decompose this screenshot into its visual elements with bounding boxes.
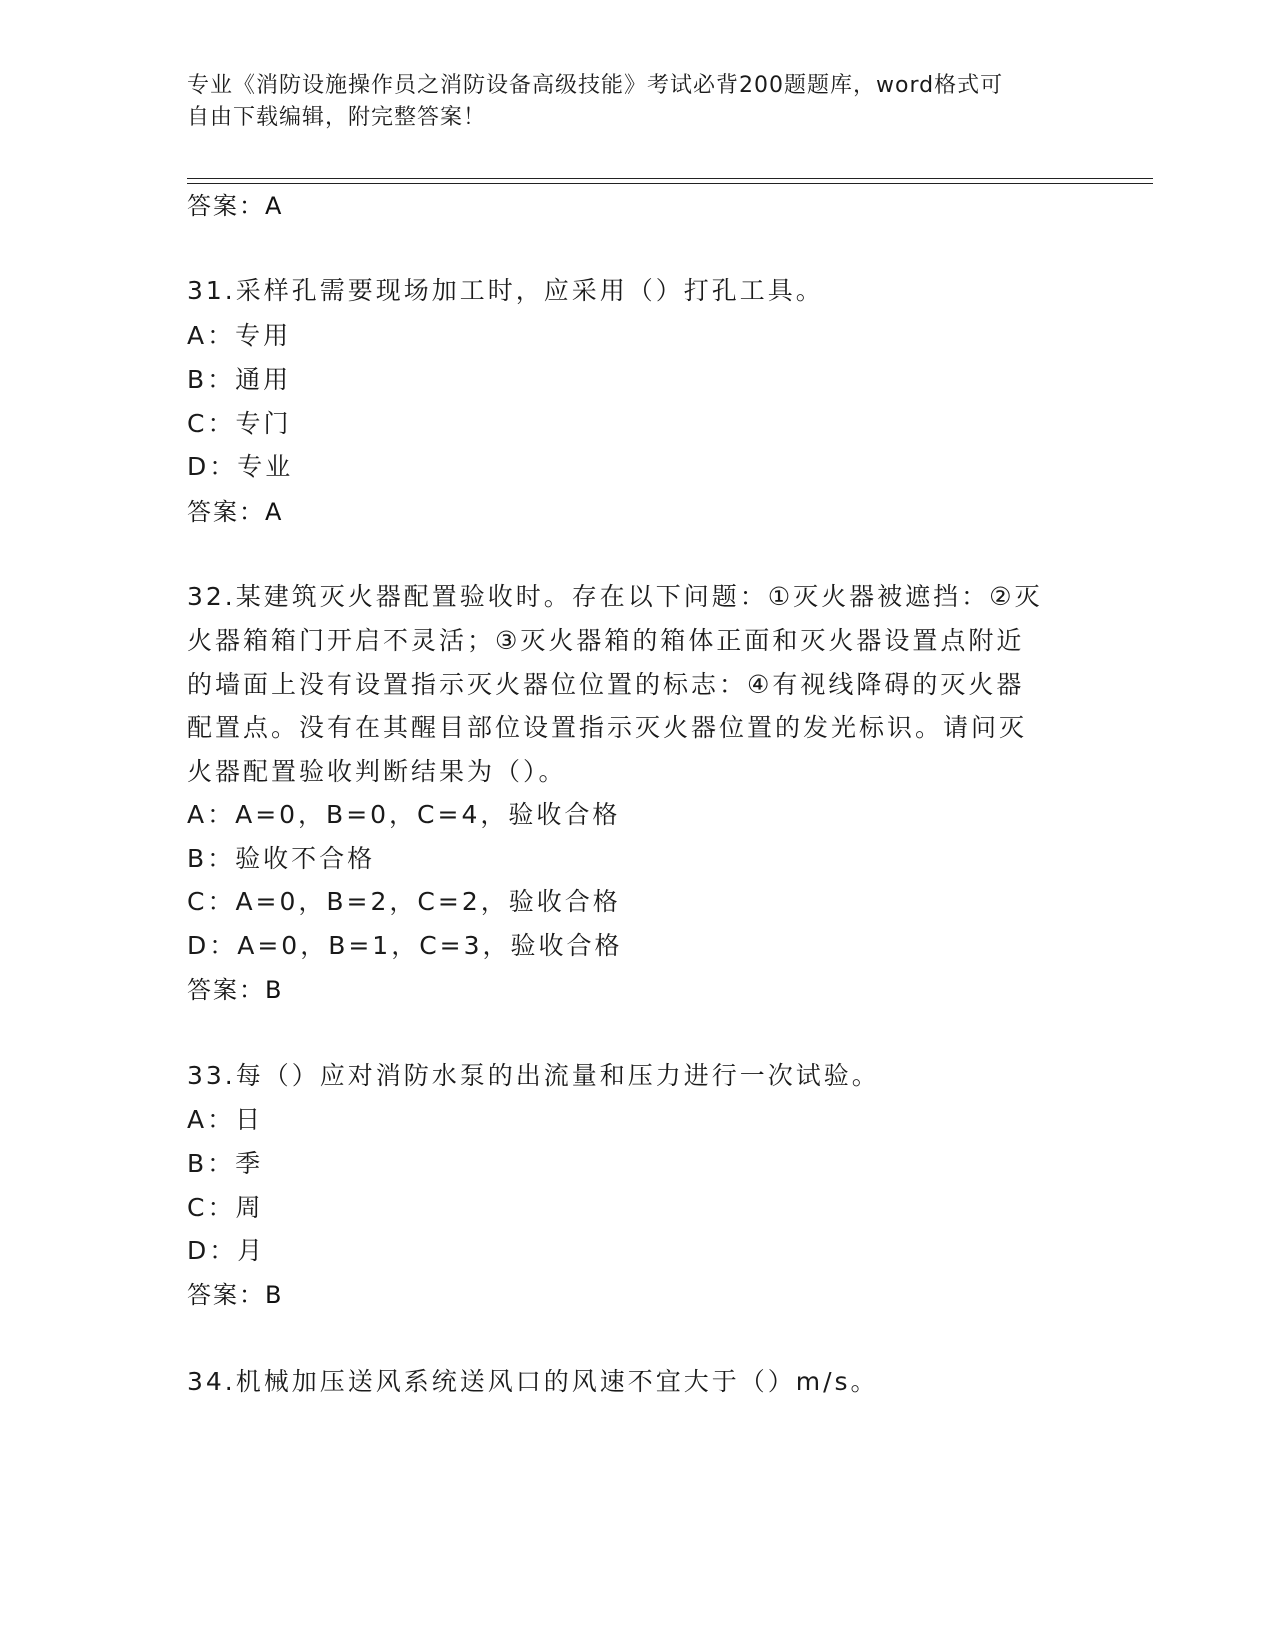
question-31-option-a: A：专用 — [187, 321, 292, 350]
question-31-stem: 31.采样孔需要现场加工时，应采用（）打孔工具。 — [187, 276, 824, 305]
question-33-option-c: C：周 — [187, 1193, 264, 1222]
question-31-option-c: C：专门 — [187, 409, 292, 438]
question-32-stem-line-5: 火器配置验收判断结果为（）。 — [187, 757, 567, 786]
question-32-option-c: C：A=0，B=2，C=2，验收合格 — [187, 887, 621, 916]
question-33-stem: 33.每（）应对消防水泵的出流量和压力进行一次试验。 — [187, 1061, 880, 1090]
question-31-option-d: D：专业 — [187, 452, 294, 481]
question-32-option-b: B：验收不合格 — [187, 844, 376, 873]
question-33-answer: 答案：B — [187, 1281, 284, 1309]
question-32-answer: 答案：B — [187, 976, 284, 1004]
answer-prev: 答案：A — [187, 192, 284, 220]
question-32-stem-line-3: 的墙面上没有设置指示灭火器位位置的标志：④有视线降碍的灭火器 — [187, 670, 1025, 699]
header-line-2: 自由下载编辑，附完整答案！ — [187, 105, 487, 130]
question-31-option-b: B：通用 — [187, 365, 292, 394]
header-line-1: 专业《消防设施操作员之消防设备高级技能》考试必背200题题库，word格式可 — [187, 73, 1004, 98]
question-33-option-a: A：日 — [187, 1105, 264, 1134]
question-31-answer: 答案：A — [187, 498, 284, 526]
question-33-option-d: D：月 — [187, 1236, 266, 1265]
header-divider-top — [187, 178, 1153, 179]
question-33-option-b: B：季 — [187, 1149, 264, 1178]
question-32-stem-line-1: 32.某建筑灭火器配置验收时。存在以下问题：①灭火器被遮挡：②灭 — [187, 582, 1043, 611]
question-32-option-a: A：A=0，B=0，C=4，验收合格 — [187, 800, 621, 829]
page-header — [187, 70, 1067, 134]
question-32-stem-line-2: 火器箱箱门开启不灵活；③灭火器箱的箱体正面和灭火器设置点附近 — [187, 626, 1025, 655]
question-32-stem-line-4: 配置点。没有在其醒目部位设置指示灭火器位置的发光标识。请问灭 — [187, 713, 1028, 742]
question-32-option-d: D：A=0，B=1，C=3，验收合格 — [187, 931, 623, 960]
header-divider-bottom — [187, 183, 1153, 184]
question-34-stem: 34.机械加压送风系统送风口的风速不宜大于（）m/s。 — [187, 1367, 879, 1396]
